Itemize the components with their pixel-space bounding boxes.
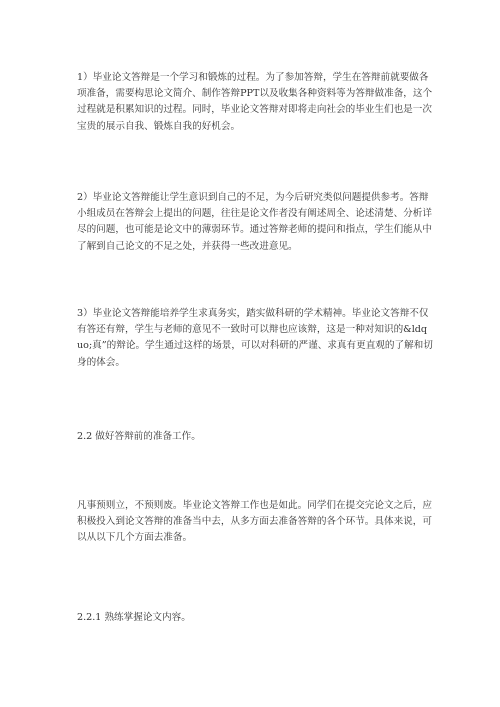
paragraph-defense-learning-process: 1）毕业论文答辩是一个学习和锻炼的过程。为了参加答辩，学生在答辩前就要做各项准备，需要构思论文简介、制作答辩PPT以及收集各种资料等为答辩做准备，这个过程就是积累知识的过程。同时，毕业论文答辩对即将走向社会的毕业生们也是一次宝贵的展示自我、锻炼自我的好机会。 [77,72,433,132]
section-heading-2-2: 2.2 做好答辩前的准备工作。 [77,431,201,442]
section-heading-2-2-1: 2.2.1 熟练掌握论文内容。 [77,612,191,623]
paragraph-preparation-intro: 凡事预则立，不预则废。毕业论文答辩工作也是如此。同学们在提交完论文之后，应积极投入到论文答辩的准备当中去，从多方面去准备答辩的各个环节。具体来说，可以从以下几个方面去准备。 [77,500,432,544]
paragraph-defense-academic-spirit: 3）毕业论文答辩能培养学生求真务实，踏实做科研的学术精神。毕业论文答辩不仅有答还有辩，学生与老师的意见不一致时可以辩也应该辩，这是一种对知识的&ldquo;真”的辩论。学生通过这样的场景，可以对科研的严谨、求真有更直观的了解和切身的体会。 [77,308,433,368]
paragraph-defense-awareness-of-shortcomings: 2）毕业论文答辩能让学生意识到自己的不足，为今后研究类似问题提供参考。答辩小组成员在答辩会上提出的问题，往往是论文作者没有阐述周全、论述清楚、分析详尽的问题，也可能是论文中的薄弱环节。通过答辩老师的提问和指点，学生们能从中了解到自己论文的不足之处，并获得一些改进意见。 [77,192,432,252]
